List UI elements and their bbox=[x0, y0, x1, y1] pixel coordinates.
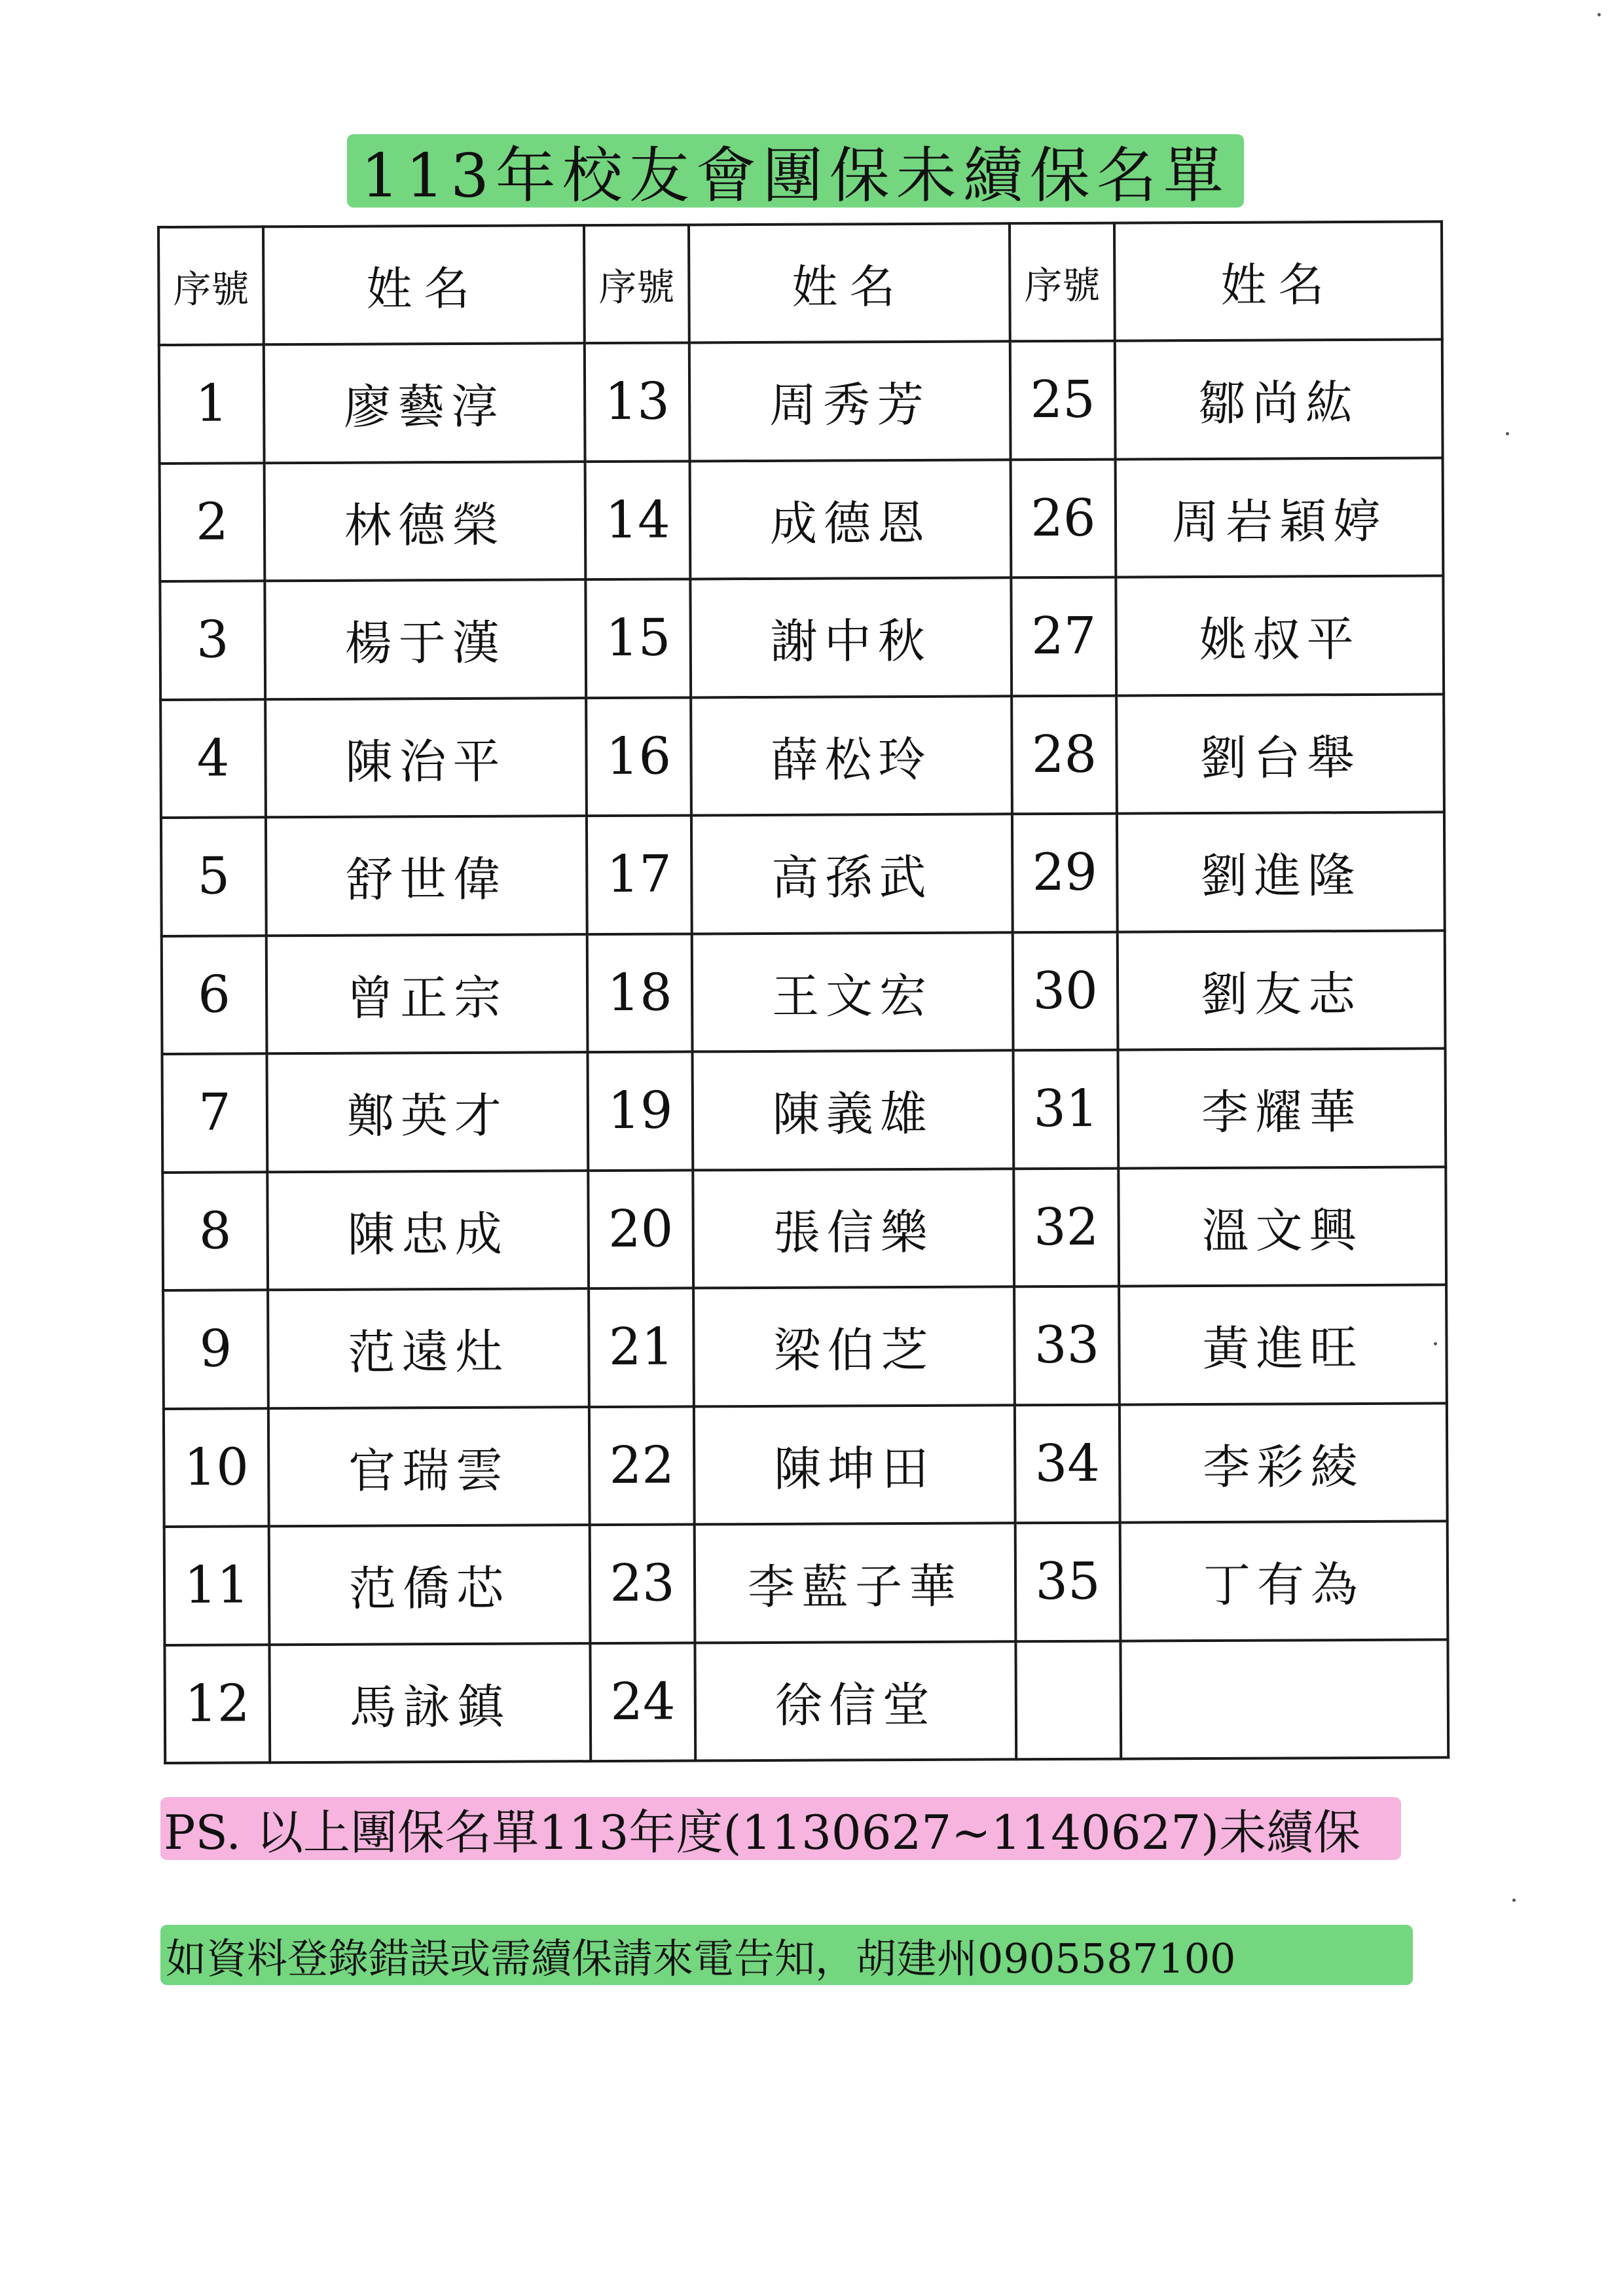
table-row bbox=[160, 458, 1444, 581]
serial-number-cell: 18 bbox=[587, 934, 693, 1052]
member-name-cell: 丁有為 bbox=[1120, 1521, 1448, 1641]
member-name-cell: 陳坤田 bbox=[694, 1405, 1015, 1525]
serial-number-cell: 11 bbox=[164, 1526, 270, 1645]
serial-number-cell: 13 bbox=[585, 342, 690, 461]
member-name-cell: 陳忠成 bbox=[267, 1171, 589, 1290]
table-row bbox=[160, 575, 1444, 699]
member-name-cell: 成德恩 bbox=[690, 460, 1012, 579]
serial-number-cell: 35 bbox=[1015, 1523, 1121, 1641]
member-name-cell: 范遠灶 bbox=[268, 1288, 589, 1408]
serial-number-cell: 34 bbox=[1015, 1404, 1120, 1523]
column-header-name: 姓名 bbox=[1114, 221, 1442, 340]
serial-number-cell: 29 bbox=[1012, 814, 1118, 932]
member-name-cell: 梁伯芝 bbox=[693, 1286, 1015, 1406]
member-name-cell: 劉友志 bbox=[1118, 930, 1446, 1050]
scan-speck bbox=[1597, 13, 1601, 16]
member-name-cell: 姚叔平 bbox=[1116, 575, 1444, 695]
serial-number-cell: 25 bbox=[1010, 341, 1116, 460]
table-row bbox=[162, 1167, 1446, 1290]
member-name-cell: 張信樂 bbox=[693, 1169, 1014, 1288]
member-name-cell: 林德榮 bbox=[264, 462, 586, 581]
member-name-cell: 曾正宗 bbox=[266, 934, 588, 1054]
serial-number-cell: 22 bbox=[589, 1406, 695, 1525]
table-row bbox=[163, 1285, 1447, 1408]
serial-number-cell: 28 bbox=[1012, 695, 1117, 814]
member-name-cell: 鄒尚紘 bbox=[1115, 339, 1443, 459]
scan-speck bbox=[1434, 1342, 1437, 1345]
table-row bbox=[162, 1048, 1446, 1172]
member-name-cell: 薛松玲 bbox=[691, 696, 1012, 816]
member-name-cell: 陳義雄 bbox=[693, 1050, 1014, 1170]
serial-number-cell: 17 bbox=[587, 815, 692, 934]
column-header-number: 序號 bbox=[1010, 223, 1115, 342]
member-name-cell: 舒世偉 bbox=[266, 816, 587, 936]
serial-number-cell: 15 bbox=[585, 579, 691, 697]
scan-speck bbox=[1512, 1899, 1516, 1902]
member-name-cell: 廖藝淳 bbox=[264, 343, 585, 463]
serial-number-cell: 8 bbox=[162, 1172, 268, 1290]
table-row bbox=[164, 1521, 1448, 1645]
serial-number-cell: 33 bbox=[1014, 1286, 1120, 1405]
member-name-cell: 高孫武 bbox=[691, 814, 1013, 934]
serial-number-cell: 10 bbox=[164, 1408, 269, 1527]
member-name-cell: 李藍子華 bbox=[695, 1523, 1016, 1643]
roster-body bbox=[159, 339, 1448, 1763]
column-header-number: 序號 bbox=[158, 227, 264, 345]
serial-number-cell: 9 bbox=[163, 1290, 268, 1408]
serial-number-cell: 27 bbox=[1011, 577, 1116, 696]
serial-number-cell: 30 bbox=[1013, 932, 1118, 1050]
table-row bbox=[164, 1403, 1448, 1527]
member-name-cell: 陳治平 bbox=[265, 698, 587, 818]
serial-number-cell: 2 bbox=[160, 463, 265, 581]
page-title: 113年校友會團保未續保名單 bbox=[347, 134, 1244, 208]
table-row bbox=[160, 694, 1444, 818]
table-row bbox=[161, 812, 1445, 936]
table-row bbox=[164, 1639, 1448, 1763]
table-header-row bbox=[158, 221, 1442, 345]
member-name-cell: 溫文興 bbox=[1118, 1167, 1446, 1286]
member-name-cell: 王文宏 bbox=[692, 932, 1013, 1052]
serial-number-cell: 3 bbox=[160, 581, 265, 699]
serial-number-cell: 7 bbox=[162, 1053, 268, 1172]
member-name-cell: 周秀芳 bbox=[689, 341, 1011, 461]
roster-table bbox=[157, 220, 1450, 1764]
member-name-cell: 劉台舉 bbox=[1116, 694, 1444, 814]
serial-number-cell: 23 bbox=[590, 1524, 695, 1643]
member-name-cell: 李耀華 bbox=[1118, 1048, 1446, 1168]
member-name-cell bbox=[1120, 1639, 1448, 1759]
scan-speck bbox=[1506, 432, 1509, 435]
member-name-cell: 謝中秋 bbox=[690, 577, 1012, 697]
member-name-cell: 官瑞雲 bbox=[268, 1407, 590, 1527]
member-name-cell: 劉進隆 bbox=[1117, 812, 1445, 932]
column-header-name: 姓名 bbox=[689, 223, 1010, 342]
table-row bbox=[162, 930, 1446, 1054]
serial-number-cell: 14 bbox=[585, 461, 691, 579]
serial-number-cell: 21 bbox=[589, 1288, 694, 1406]
member-name-cell: 楊于漢 bbox=[264, 579, 586, 699]
note-contact: 如資料登錄錯誤或需續保請來電告知，胡建州0905587100 bbox=[160, 1925, 1413, 1985]
column-header-number: 序號 bbox=[584, 225, 689, 343]
serial-number-cell: 19 bbox=[588, 1051, 693, 1170]
note-not-renewed: PS. 以上團保名單113年度(1130627~1140627)未續保 bbox=[160, 1797, 1401, 1860]
member-name-cell: 鄭英才 bbox=[267, 1052, 589, 1172]
serial-number-cell: 24 bbox=[590, 1643, 695, 1761]
member-name-cell: 周岩穎婷 bbox=[1116, 458, 1444, 577]
serial-number-cell: 32 bbox=[1013, 1168, 1119, 1286]
serial-number-cell: 26 bbox=[1011, 459, 1116, 577]
serial-number-cell: 6 bbox=[162, 936, 267, 1054]
serial-number-cell: 1 bbox=[159, 344, 264, 463]
serial-number-cell: 20 bbox=[588, 1170, 693, 1288]
table-row bbox=[159, 339, 1443, 463]
column-header-name: 姓名 bbox=[263, 225, 585, 344]
serial-number-cell: 31 bbox=[1013, 1050, 1119, 1169]
serial-number-cell bbox=[1015, 1641, 1121, 1759]
serial-number-cell: 5 bbox=[161, 817, 266, 936]
serial-number-cell: 12 bbox=[164, 1645, 270, 1763]
member-name-cell: 范僑芯 bbox=[269, 1525, 591, 1645]
serial-number-cell: 16 bbox=[586, 697, 691, 816]
member-name-cell: 徐信堂 bbox=[695, 1641, 1016, 1761]
member-name-cell: 李彩綾 bbox=[1120, 1403, 1448, 1523]
serial-number-cell: 4 bbox=[160, 699, 266, 818]
member-name-cell: 黃進旺 bbox=[1119, 1285, 1447, 1404]
member-name-cell: 馬詠鎮 bbox=[269, 1643, 591, 1763]
